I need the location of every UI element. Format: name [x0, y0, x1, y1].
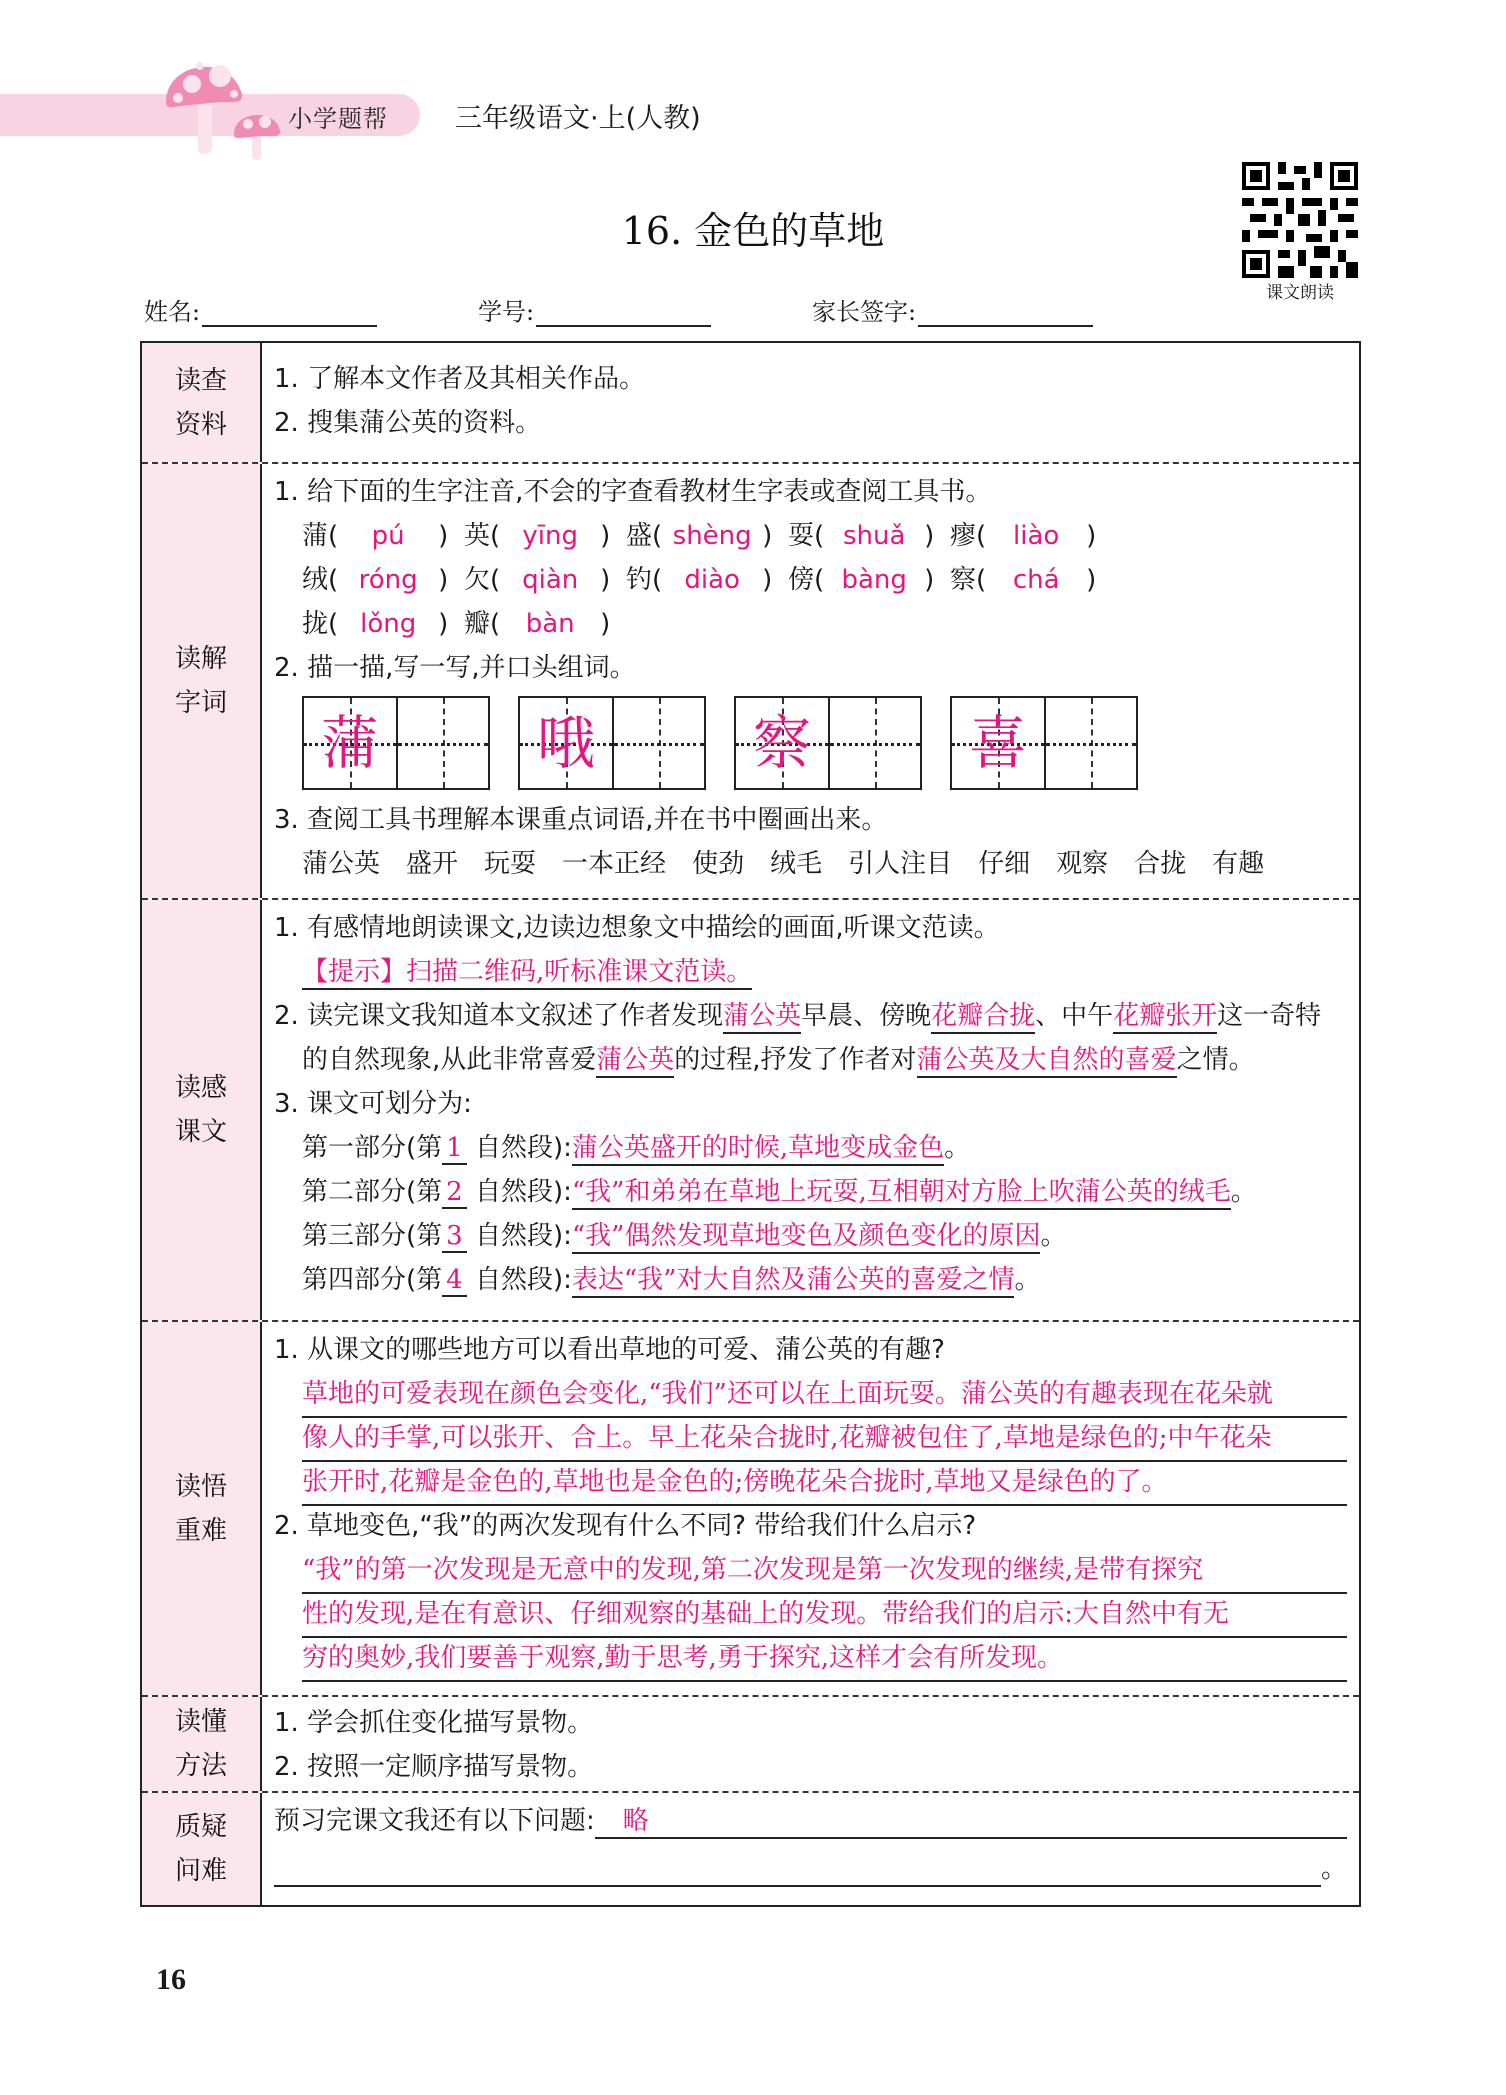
- section-body: [274, 1328, 1347, 1680]
- pinyin-answer[interactable]: pú: [371, 521, 405, 551]
- pinyin-item: 察( chá ): [950, 558, 1112, 602]
- pinyin-item: 绒( róng ): [302, 558, 464, 602]
- question-1: 1. 有感情地朗读课文,边读边想象文中描绘的画面,听课文范读。: [274, 913, 1000, 943]
- section-key-points: [142, 1320, 1359, 1695]
- list-item: 1. 学会抓住变化描写景物。: [274, 1708, 594, 1738]
- question-2: 2. 草地变色,“我”的两次发现有什么不同? 带给我们什么启示?: [274, 1511, 977, 1541]
- section-words: [142, 462, 1359, 898]
- list-item: 2. 搜集蒲公英的资料。: [274, 408, 542, 438]
- section-body: [274, 1799, 1347, 1891]
- pinyin-item: 瓣( bàn ): [464, 602, 626, 646]
- key-word: 玩耍: [484, 849, 537, 879]
- key-word: 引人注目: [848, 849, 953, 879]
- pinyin-answer[interactable]: yīng: [522, 521, 578, 551]
- period: 。: [1320, 1854, 1347, 1884]
- list-item: 2. 按照一定顺序描写景物。: [274, 1752, 594, 1782]
- key-word: 使劲: [692, 849, 745, 879]
- answer-line: 性的发现,是在有意识、仔细观察的基础上的发现。带给我们的启示:大自然中有无: [302, 1592, 1347, 1636]
- name-field[interactable]: [144, 292, 377, 327]
- character: 盛: [626, 521, 653, 551]
- list-item: 1. 了解本文作者及其相关作品。: [274, 364, 646, 394]
- tracing-grid: [302, 696, 1347, 790]
- division-row: 第一部分(第 1 自然段):蒲公英盛开的时候,草地变成金色。: [302, 1126, 1347, 1170]
- pinyin-item: 盛( shèng ): [626, 514, 788, 558]
- section-body: [274, 470, 1347, 886]
- page-number: 16: [156, 1963, 186, 1996]
- student-info-fields: [144, 292, 1144, 328]
- paragraph-number: 1: [442, 1133, 467, 1165]
- section-label: 读查 资料: [142, 343, 262, 462]
- parent-signature-input-line[interactable]: [918, 297, 1093, 327]
- character: 察: [950, 565, 977, 595]
- question-1: 1. 从课文的哪些地方可以看出草地的可爱、蒲公英的有趣?: [274, 1335, 945, 1365]
- trace-character: 哦: [536, 709, 595, 777]
- key-word: 盛开: [406, 849, 459, 879]
- question-answer-line[interactable]: [595, 1799, 1347, 1839]
- student-id-field[interactable]: [478, 292, 711, 327]
- question-prompt-row: [274, 1799, 1347, 1843]
- pinyin-answer[interactable]: róng: [358, 565, 418, 595]
- key-word: 仔细: [978, 849, 1031, 879]
- tracing-box[interactable]: [302, 696, 490, 790]
- question-2-line-2: 的自然现象,从此非常喜爱蒲公英的过程,抒发了作者对蒲公英及大自然的喜爱之情。: [302, 1038, 1347, 1082]
- question-3: 3. 课文可划分为:: [274, 1089, 472, 1119]
- character: 耍: [788, 521, 815, 551]
- student-id-input-line[interactable]: [536, 297, 711, 327]
- page-title: 16. 金色的草地: [621, 209, 885, 253]
- trace-character: 喜: [968, 709, 1027, 777]
- pinyin-item: 英( yīng ): [464, 514, 626, 558]
- character: 英: [464, 521, 491, 551]
- parent-signature-label: 家长签字:: [812, 298, 917, 326]
- answer-line: 穷的奥妙,我们要善于观察,勤于思考,勇于探究,这样才会有所发现。: [302, 1636, 1347, 1680]
- qr-caption: 课文朗读: [1266, 283, 1334, 303]
- key-word: 蒲公英: [302, 849, 381, 879]
- name-input-line[interactable]: [202, 297, 377, 327]
- character: 钓: [626, 565, 653, 595]
- pinyin-item: 瘳( liào ): [950, 514, 1112, 558]
- pinyin-answer[interactable]: chá: [1012, 565, 1060, 595]
- worksheet-table: [140, 341, 1361, 1907]
- course-label: 三年级语文·上(人教): [455, 103, 701, 134]
- pinyin-row: [302, 602, 1347, 646]
- pinyin-answer[interactable]: diào: [684, 565, 740, 595]
- question-2-line-1: 2. 读完课文我知道本文叙述了作者发现蒲公英早晨、傍晚花瓣合拢、中午花瓣张开这一奇特: [274, 994, 1347, 1038]
- section-read-research: [142, 343, 1359, 462]
- pinyin-answer[interactable]: liào: [1013, 521, 1060, 551]
- character: 傍: [788, 565, 815, 595]
- pinyin-item: 钓( diào ): [626, 558, 788, 602]
- question-3: 3. 查阅工具书理解本课重点词语,并在书中圈画出来。: [274, 805, 888, 835]
- student-id-label: 学号:: [478, 298, 535, 326]
- division-answer: 蒲公英盛开的时候,草地变成金色: [572, 1133, 944, 1166]
- division-answer: “我”和弟弟在草地上玩耍,互相朝对方脸上吹蒲公英的绒毛: [572, 1177, 1231, 1210]
- pinyin-item: 傍( bàng ): [788, 558, 950, 602]
- section-questions: [142, 1791, 1359, 1905]
- section-read-feel: [142, 898, 1359, 1320]
- answer-text: 略: [622, 1806, 649, 1836]
- section-label: 质疑 问难: [142, 1793, 262, 1905]
- trace-character: 察: [752, 709, 811, 777]
- key-word: 合拢: [1134, 849, 1187, 879]
- division-row: 第三部分(第 3 自然段):“我”偶然发现草地变色及颜色变化的原因。: [302, 1214, 1347, 1258]
- pinyin-answer[interactable]: qiàn: [522, 565, 579, 595]
- section-label: 读悟 重难: [142, 1322, 262, 1695]
- character: 拢: [302, 609, 329, 639]
- character: 绒: [302, 565, 329, 595]
- answer-line: “我”的第一次发现是无意中的发现,第二次发现是第一次发现的继续,是带有探究: [302, 1548, 1347, 1592]
- question-1: 1. 给下面的生字注音,不会的字查看教材生字表或查阅工具书。: [274, 477, 992, 507]
- mushroom-logo-icon: [160, 52, 280, 162]
- question-prompt: 预习完课文我还有以下问题:: [274, 1806, 595, 1836]
- section-body: [274, 357, 1347, 445]
- answer-line: 像人的手掌,可以张开、合上。早上花朵合拢时,花瓣被包住了,草地是绿色的;中午花朵: [302, 1416, 1347, 1460]
- answer-1: [302, 1372, 1347, 1504]
- key-word: 一本正经: [562, 849, 667, 879]
- character: 瓣: [464, 609, 491, 639]
- parent-signature-field[interactable]: [812, 292, 1093, 327]
- paragraph-number: 4: [442, 1265, 467, 1297]
- tracing-box[interactable]: [734, 696, 922, 790]
- section-label: 读懂 方法: [142, 1697, 262, 1791]
- pinyin-item: 耍( shuǎ ): [788, 514, 950, 558]
- paragraph-number: 3: [442, 1221, 467, 1253]
- key-word: 绒毛: [770, 849, 823, 879]
- key-word-list: [302, 842, 1347, 886]
- section-body: [274, 906, 1347, 1302]
- paragraph-number: 2: [442, 1177, 467, 1209]
- answer-line: 草地的可爱表现在颜色会变化,“我们”还可以在上面玩耍。蒲公英的有趣表现在花朵就: [302, 1372, 1347, 1416]
- text-divisions: [302, 1126, 1347, 1302]
- division-answer: 表达“我”对大自然及蒲公英的喜爱之情: [572, 1265, 1015, 1298]
- character: 欠: [464, 565, 491, 595]
- answer-line: 张开时,花瓣是金色的,草地也是金色的;傍晚花朵合拢时,草地又是绿色的了。: [302, 1460, 1347, 1504]
- pinyin-exercise: [302, 514, 1347, 646]
- pinyin-row: [302, 514, 1347, 558]
- division-row: 第四部分(第 4 自然段):表达“我”对大自然及蒲公英的喜爱之情。: [302, 1258, 1347, 1302]
- tip-text: 【提示】扫描二维码,听标准课文范读。: [302, 950, 1347, 994]
- question-2: 2. 描一描,写一写,并口头组词。: [274, 653, 636, 683]
- pinyin-item: 蒲( pú ): [302, 514, 464, 558]
- question-answer-line-2[interactable]: [274, 1847, 1321, 1887]
- tracing-box[interactable]: [518, 696, 706, 790]
- section-methods: [142, 1695, 1359, 1791]
- key-word: 观察: [1056, 849, 1109, 879]
- question-second-line: [274, 1847, 1347, 1891]
- section-label: 读解 字词: [142, 464, 262, 898]
- answer-2: [302, 1548, 1347, 1680]
- name-label: 姓名:: [144, 298, 201, 326]
- division-row: 第二部分(第 2 自然段):“我”和弟弟在草地上玩耍,互相朝对方脸上吹蒲公英的绒毛。: [302, 1170, 1347, 1214]
- character: 瘳: [950, 521, 977, 551]
- pinyin-answer[interactable]: shèng: [672, 521, 752, 551]
- pinyin-item: 欠( qiàn ): [464, 558, 626, 602]
- tracing-box[interactable]: [950, 696, 1138, 790]
- pinyin-answer[interactable]: lǒng: [360, 609, 417, 639]
- pinyin-answer[interactable]: bàng: [841, 565, 907, 595]
- pinyin-item: 拢( lǒng ): [302, 602, 464, 646]
- key-word: 有趣: [1212, 849, 1265, 879]
- pinyin-answer[interactable]: bàn: [525, 609, 575, 639]
- qr-code-icon[interactable]: [1242, 162, 1358, 278]
- division-answer: “我”偶然发现草地变色及颜色变化的原因: [572, 1221, 1041, 1254]
- character: 蒲: [302, 521, 329, 551]
- trace-character: 蒲: [320, 709, 379, 777]
- pinyin-answer[interactable]: shuǎ: [842, 521, 906, 551]
- section-label: 读感 课文: [142, 900, 262, 1320]
- pinyin-row: [302, 558, 1347, 602]
- brand-label: 小学题帮: [288, 105, 388, 133]
- section-body: [274, 1701, 1347, 1789]
